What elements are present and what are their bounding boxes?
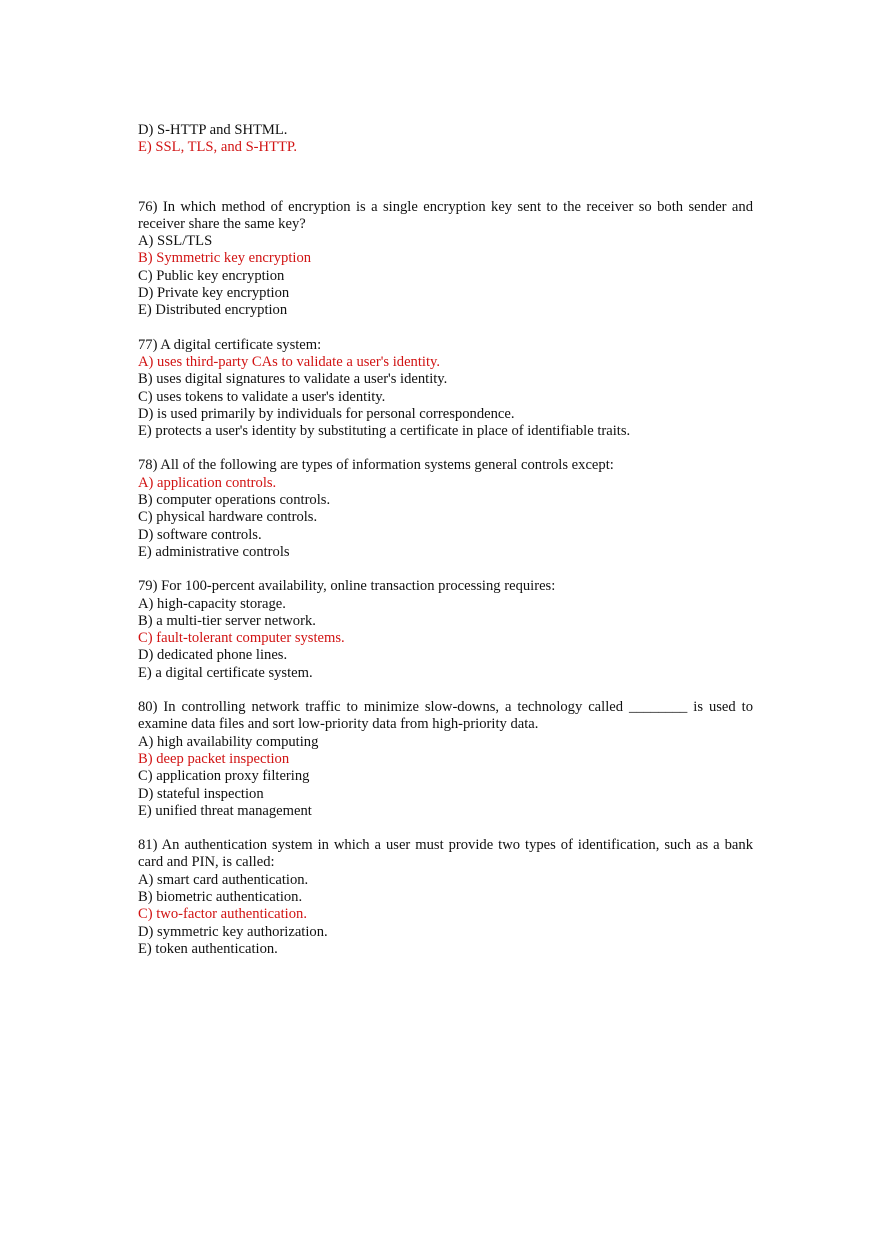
option-line: B) biometric authentication. <box>138 888 303 905</box>
option-line: A) SSL/TLS <box>138 233 213 250</box>
question-text: 81) An authentication system in which a user must provide two types of identification, such as a bank card and PIN, is called: <box>138 837 753 871</box>
correct-option-line: B) deep packet inspection <box>138 750 290 767</box>
option-line: A) high-capacity storage. <box>138 595 286 612</box>
option-line: B) computer operations controls. <box>138 492 331 509</box>
correct-option-line: C) fault-tolerant computer systems. <box>138 630 345 647</box>
question-text: 76) In which method of encryption is a single encryption key sent to the receiver so both sender and receiver share the same key? <box>138 198 753 232</box>
correct-option-line: A) uses third-party CAs to validate a user's identity. <box>138 353 441 370</box>
previous-question-tail <box>138 122 753 157</box>
question-77 <box>138 337 753 441</box>
option-line: D) Private key encryption <box>138 285 290 302</box>
question-78 <box>138 457 753 561</box>
question-79 <box>138 578 753 682</box>
option-line: B) a multi-tier server network. <box>138 612 316 629</box>
option-line: E) Distributed encryption <box>138 302 288 319</box>
option-line: E) token authentication. <box>138 940 278 957</box>
option-line: C) physical hardware controls. <box>138 509 318 526</box>
option-line: C) Public key encryption <box>138 267 285 284</box>
option-line: E) protects a user's identity by substituting a certificate in place of identifiable traits. <box>138 423 631 440</box>
option-line: D) S-HTTP and SHTML. <box>138 122 288 138</box>
option-line: D) symmetric key authorization. <box>138 923 328 940</box>
option-line: E) unified threat management <box>138 802 312 819</box>
option-line: A) high availability computing <box>138 733 319 750</box>
question-81 <box>138 837 753 958</box>
section-gap <box>138 174 753 199</box>
option-line: D) stateful inspection <box>138 785 264 802</box>
correct-option-line: C) two-factor authentication. <box>138 906 307 923</box>
option-line: D) dedicated phone lines. <box>138 647 288 664</box>
correct-option-line: A) application controls. <box>138 474 277 491</box>
option-line: D) software controls. <box>138 526 262 543</box>
question-text: 79) For 100-percent availability, online transaction processing requires: <box>138 578 556 595</box>
question-text: 80) In controlling network traffic to minimize slow-downs, a technology called ________ is used to examine data files and sort low-priority data from high-priority data. <box>138 699 753 733</box>
question-76 <box>138 199 753 320</box>
option-line: C) uses tokens to validate a user's identity. <box>138 388 386 405</box>
question-text: 78) All of the following are types of information systems general controls except: <box>138 457 614 474</box>
correct-option-line: E) SSL, TLS, and S-HTTP. <box>138 139 298 156</box>
option-line: A) smart card authentication. <box>138 871 309 888</box>
option-line: C) application proxy filtering <box>138 768 310 785</box>
option-line: B) uses digital signatures to validate a user's identity. <box>138 371 448 388</box>
option-line: E) administrative controls <box>138 543 290 560</box>
correct-option-line: B) Symmetric key encryption <box>138 250 312 267</box>
question-80 <box>138 699 753 820</box>
question-text: 77) A digital certificate system: <box>138 336 322 353</box>
option-line: E) a digital certificate system. <box>138 664 313 681</box>
option-line: D) is used primarily by individuals for personal correspondence. <box>138 405 515 422</box>
page-content <box>138 122 753 975</box>
